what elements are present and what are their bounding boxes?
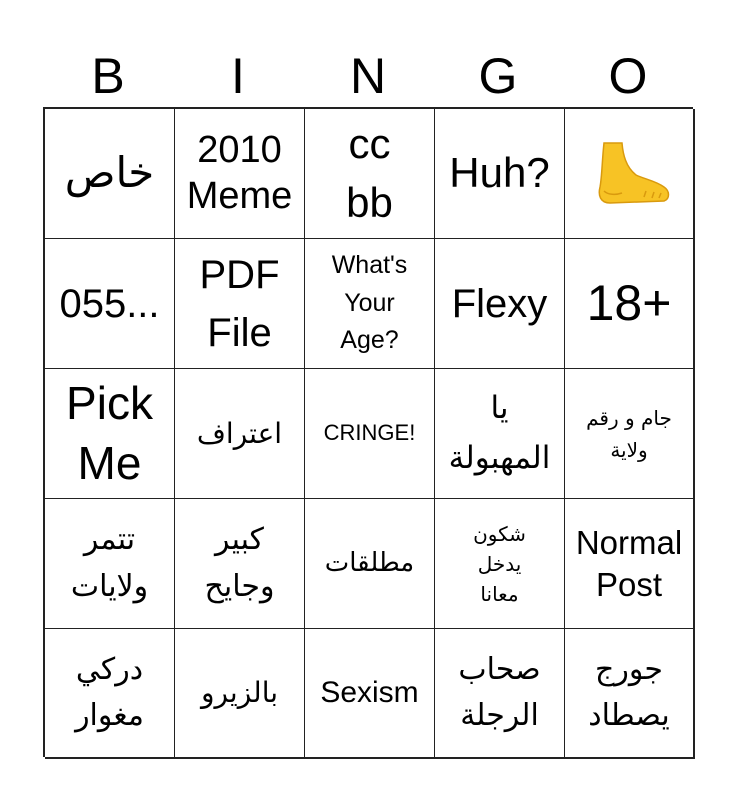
cell-label: جام و رقم ولاية (586, 405, 672, 462)
cell-label: جورج يصطاد (588, 651, 670, 733)
bingo-header (43, 44, 693, 108)
bingo-cell-o1[interactable] (565, 109, 695, 239)
bingo-cell-g2[interactable] (435, 239, 565, 369)
header-letter-g: G (478, 48, 518, 104)
bingo-cell-g5[interactable] (435, 629, 565, 759)
header-letter-o: O (608, 48, 648, 104)
bingo-cell-i3[interactable] (175, 369, 305, 499)
cell-label: 055... (59, 281, 160, 326)
cell-label: شكون يدخل معانا (473, 521, 526, 606)
cell-label: خاص (64, 148, 155, 198)
cell-label: كبير وجايح (204, 522, 275, 604)
cell-label: تتمر ولايات (70, 522, 149, 604)
bingo-cell-b5[interactable] (45, 629, 175, 759)
bingo-cell-b2[interactable] (45, 239, 175, 369)
bingo-cell-n3[interactable] (305, 369, 435, 499)
bingo-cell-n5[interactable] (305, 629, 435, 759)
cell-label: يا المهبولة (448, 389, 551, 476)
bingo-cell-i1[interactable] (175, 109, 305, 239)
bingo-cell-b4[interactable] (45, 499, 175, 629)
cell-label: CRINGE! (323, 420, 416, 446)
bingo-cell-n2[interactable] (305, 239, 435, 369)
bingo-cell-n4[interactable] (305, 499, 435, 629)
bingo-cell-o3[interactable] (565, 369, 695, 499)
bingo-cell-i2[interactable] (175, 239, 305, 369)
cell-label: Normal Post (575, 524, 683, 603)
header-letter-i: I (231, 48, 245, 104)
bingo-cell-o5[interactable] (565, 629, 695, 759)
cell-label: 18+ (586, 274, 672, 331)
cell-label: Flexy (451, 281, 548, 326)
bingo-cell-n1[interactable] (305, 109, 435, 239)
bingo-cell-b1[interactable] (45, 109, 175, 239)
cell-label: What's Your Age? (331, 251, 408, 355)
cell-label: دركي مغوار (75, 651, 144, 733)
cell-label: PDF File (199, 252, 280, 355)
cell-label: اعتراف (196, 416, 283, 450)
bingo-cell-g4[interactable] (435, 499, 565, 629)
cell-label: بالزيرو (200, 676, 279, 710)
bingo-cell-g1[interactable] (435, 109, 565, 239)
bingo-cell-i4[interactable] (175, 499, 305, 629)
cell-label: Huh? (449, 149, 550, 197)
cell-label: مطلقات (324, 547, 415, 578)
header-letter-b: B (91, 48, 125, 104)
cell-label: Pick Me (66, 376, 153, 489)
bingo-cell-b3[interactable] (45, 369, 175, 499)
cell-label: Sexism (320, 676, 419, 709)
bingo-cell-i5[interactable] (175, 629, 305, 759)
bingo-cell-g3[interactable] (435, 369, 565, 499)
foot-icon (586, 139, 672, 209)
bingo-cell-o2[interactable] (565, 239, 695, 369)
cell-label: cc bb (346, 119, 393, 226)
cell-label: 2010 Meme (186, 128, 293, 217)
bingo-card (43, 107, 693, 757)
header-letter-n: N (349, 48, 387, 104)
bingo-cell-o4[interactable] (565, 499, 695, 629)
cell-label: صحاب الرجلة (458, 651, 541, 733)
